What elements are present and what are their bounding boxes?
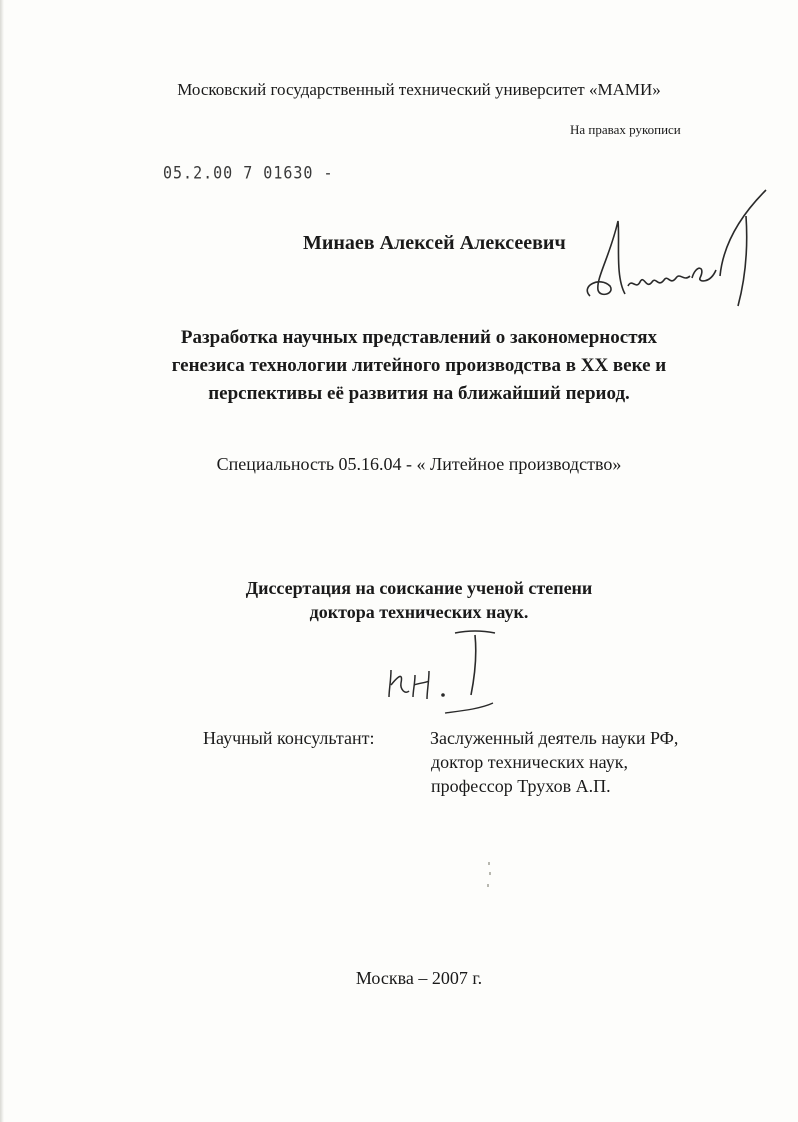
scan-speck — [487, 884, 489, 887]
thesis-title-line-1: Разработка научных представлений о закономерностях — [180, 327, 658, 348]
city-and-year: Москва – 2007 г. — [355, 968, 483, 988]
scan-speck — [489, 872, 491, 875]
author-name: Минаев Алексей Алексеевич — [303, 232, 566, 254]
thesis-title-line-3: перспективы её развития на ближайший период. — [208, 383, 630, 404]
scan-edge-shadow — [0, 0, 4, 1122]
rights-notice: На правах рукописи — [570, 122, 681, 137]
consultant-line-2: доктор технических наук, — [431, 752, 628, 772]
consultant-line-1: Заслуженный деятель науки РФ, — [430, 728, 679, 748]
signature-icon — [570, 186, 770, 316]
degree-line-2: доктора технических наук. — [309, 602, 529, 622]
consultant-label: Научный консультант: — [203, 728, 375, 748]
specialty-line: Специальность 05.16.04 - « Литейное производство» — [216, 454, 622, 474]
university-name: Московский государственный технический университет «МАМИ» — [177, 80, 661, 99]
archive-number-stamp: 05.2.00 7 01630 - — [163, 163, 334, 183]
consultant-line-3: профессор Трухов А.П. — [431, 776, 611, 796]
scan-speck — [488, 862, 490, 865]
thesis-title-line-2: генезиса технологии литейного производства в XX веке и — [171, 355, 667, 376]
degree-line-1: Диссертация на соискание ученой степени — [245, 578, 593, 598]
volume-mark-icon — [385, 625, 505, 720]
